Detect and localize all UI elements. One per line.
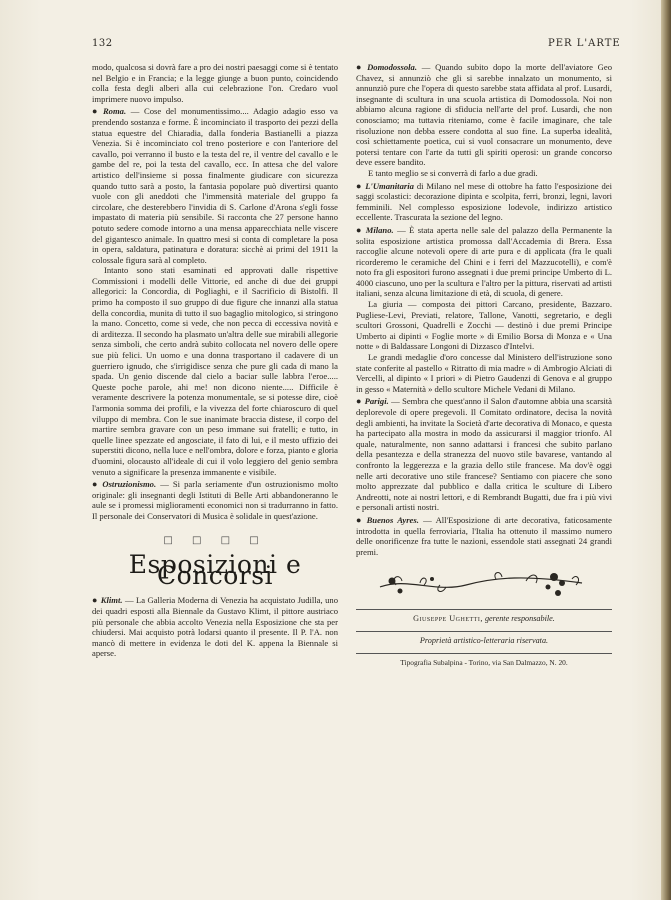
section-heading: Klimt. xyxy=(100,595,123,606)
section-text: — Si parla seriamente d'un ostruzionismo molto originale: gli insegnanti degli Istituti di Belle Arti abbandoneranno le aule se i promessi miglioramenti economici non si tradurranno in fatto. Il personale dei Conservatori di Musica è solidale in quest'azione. xyxy=(92,479,338,521)
paragraph-giuria: La giuria — composta dei pittori Carcano, presidente, Bazzaro. Pugliese-Levi, Previati, relatore, Tallone, Vanotti, segretario, e degli scultori Grossoni, Quadrelli e Zocchi — destinò i due premi Principe Umberto ai dipinti « Foglie morte » di Emilio Borsa di Monza e « Una notte » di Baldassare Longoni di Dizzasco d'Intelvi. xyxy=(356,299,612,352)
section-text: — Sembra che quest'anno il Salon d'automne abbia una scarsità deplorevole di opere pregevoli. Il Comitato ordinatore, decisa la novità degli ambienti, ha invitate la Società d'arte decorativa di Monaco, e questa ha partecipato alla mostra in modo da assicurarsi il maggior trionfo. Al quale, naturalmente, non sanno adattarsi i francesi che subito parlano della pesantezza e della stranezza del nuovo stile bavarese, vantando al confronto la leggerezza e la grazia dello stile francese. Ma dov'è oggi nelle arti decorative uno stile francese? Sentiamo con piacere che sono molto apprezzate dal pubblico e dalla critica le sculture di Libero Andreotti, note ai nostri lettori, e di Rembrandt Bugatti, due fra i più vivi e personali artisti nostri. xyxy=(356,396,613,513)
section-text: — All'Esposizione di arte decorativa, faticosamente introdotta in quella ferroviaria, l'Italia ha ottenuto il massimo numero delle onorificenze fra tutte le nazioni, essendole stati assegnati 24 grandi premi. xyxy=(356,514,612,557)
page-edge-shadow xyxy=(661,0,671,900)
section-text: — Quando subito dopo la morte dell'aviatore Geo Chavez, si annunziò che gli si sarebbe innalzato un monumento, si annunziò pure che l'opera di questo sarebbe stata affidata al prof. Lusardi, insegnante di scultura in una scuola artistica di Domodossola. Noi non abbiamo alcuna ragione di sfiducia nell'arte del prof. Lusardi, che non conosciamo; ma tuttavia riteniamo, come è facile imaginare, che tale risoluzione non debba essere condotta al suo fine. La superba idealità, così schiettamente poetica, cui si vuol consacrare un monumento, deve potersi tentare con l'arte da tutti gli spiriti operosi: un grande concorso deve essere bandito. xyxy=(356,62,613,168)
footer-printer: Tipografia Subalpina - Torino, via San Dalmazzo, N. 20. xyxy=(400,657,568,667)
section-buenos-ayres xyxy=(356,515,612,557)
editor-name: Giuseppe Ughetti, xyxy=(413,614,483,624)
section-heading: Roma. xyxy=(102,106,127,117)
section-text: di Milano nel mese di ottobre ha fatto l'esposizione dei saggi scolastici: decorazione dipinta e scolpita, ferri, bronzi, legni, lavori femminili. Nel complesso esposizione lodevole, indirizzo artistico eccellente. Trascurata la sezione del legno. xyxy=(356,180,612,223)
bullet-icon: ● xyxy=(356,180,363,191)
section-text: — Cose del monumentissimo.... Adagio adagio esso va prendendo sostanza e forme. È incominciato il trasporto dei pezzi della statua equestre del Chiaradia, dalla fonderia Bastianelli a piazza Venezia. Si è incominciato col treno posteriore e con l'anteriore del cavallo, poi verranno il busto e la testa del re, il ventre del cavallo e le gambe del re, poi la testa del cavallo, ecc. In attesa che del valore artistico dell'insieme si possa finalmente giudicare con sicurezza quando tutto sarà a posto, la fantasia popolare può divertirsi quanto vuole con gli aneddoti che l'immensità materiale del gruppo fa circolare, che desterebbero l'invidia di S. Carlone d'Arona s'egli fosse impastato di materia più sensibile. Si racconta che 27 persone hanno potuto sedere comode intorno a una mensa apparecchiata nelle viscere del gigantesco animale. In quattro mesi si conta di completare la posa in opera, saldatura, patinatura e doratura: sicchè ai primi del 1911 la colossale figura sarà al completo. xyxy=(92,106,339,265)
footer-rule xyxy=(356,653,612,654)
section-text: — La Galleria Moderna di Venezia ha acquistato Judilla, uno dei quadri esposti alla Biennale da Gustavo Klimt, il pittore austriaco più personale che abbia accolto Venezia nella Esposizione che sta per chiudersi. Mai acquisto potrà lodarsi quanto il presente. Il P. l'A. non mancò di mettere in evidenza le doti del K. appena la Biennale si aperse. xyxy=(92,595,338,659)
section-heading: Ostruzionismo. xyxy=(102,479,157,490)
section-heading: Parigi. xyxy=(364,396,389,407)
bullet-icon: ● xyxy=(92,479,100,490)
running-title: PER L'ARTE xyxy=(548,38,621,49)
section-heading: Milano. xyxy=(365,224,394,235)
bullet-icon: ● xyxy=(92,595,98,606)
section-title: Esposizioni e Concorsi xyxy=(128,550,302,590)
section-parigi xyxy=(356,396,612,513)
bullet-icon: ● xyxy=(92,106,100,117)
footer-rights: Proprietà artistico-letteraria riservata. xyxy=(419,635,549,645)
footer-rule xyxy=(356,609,612,610)
section-text: — È stata aperta nelle sale del palazzo della Permanente la solita esposizione artistica promossa dall'Accademia di Brera. Essa raccoglie alcune notevoli opere di arte pura e di applicata (fra le quali ricorderemo le ceramiche del Chini e i ferri del Mazzucotelli), e com'è noto fra gli espositori furono assegnati i due premi principe Umberto di L. 4000 ciascuno, uno per la scultura e l'altro per la pittura, riservati ad artisti italiani, senza alcuna limitazione di età, di scuola, di genere. xyxy=(356,224,613,299)
bullet-icon: ● xyxy=(356,224,363,235)
bullet-icon: ● xyxy=(356,62,365,72)
separator-squares: □ □ □ □ xyxy=(163,534,267,546)
section-umanitaria xyxy=(356,181,612,223)
paragraph-medaglie: Le grandi medaglie d'oro concesse dal Ministero dell'istruzione sono state conferite al pastello « Ritratto di mia madre » di Ambrogio Alciati di Vercelli, al dipinto « I priori » di Pietro Gaudenzi di Genova e al gruppo in gesso « Maternità » dello scultore Michele Vedani di Milano. xyxy=(356,352,612,394)
section-domodossola xyxy=(356,62,612,168)
section-milano xyxy=(356,225,612,299)
footer-rule xyxy=(356,631,612,632)
paragraph-intanto: Intanto sono stati esaminati ed approvati dalle rispettive Commissioni i modelli delle Vittorie, ed anche di due dei gruppi allegorici: la Concordia, di Pogliaghi, e il Sacrificio di Bistolfi. Il primo ha composto il suo gruppo di due figure che innanzi alla statua della concordia, munita di tutto il suo bagaglio mitologico, si stringono la mano. Concetto, come si vede, che non pecca di eccessiva novità e di arditezza. Il secondo ha plasmato un'altra delle sue mirabili allegorie senza simboli, che certo andrà subito collocata nel novero delle opere sue più felici. Un uomo e una donna trasportano il cadavere di un guerriero ignudo, che s'irrigidisce senza che pure gli cada di mano la spada. Un genio discende dal cielo a baciar sulle labbra l'eroe..... Queste poche parole, ahi me! non dicono niente..... Difficile è veramente descrivere la potenza monumentale, se si potesse dire, cioè l'armonia somma dei profili, e la vivezza del forte chiaroscuro di quel viluppo di membra. Con le sue inanimate braccia distese, il corpo del martire sembra gravare con un peso immane sui fratelli; e tutto, in quelle linee spezzate ed angosciate, il fato di lui, e il mesto uffizio dei superstiti dicono, nella luce e nell'ombra, dolore e forza, pianto e gloria d'uomini, olocausto all'ideale di cui il volo leggiero del genio sembra venuto a significare la presenza immanente e visibile. xyxy=(92,265,338,477)
paragraph-domo-2: E tanto meglio se si converrà di farlo a due gradi. xyxy=(368,167,538,178)
section-ostruzionismo xyxy=(92,479,338,521)
editor-role: gerente responsabile. xyxy=(484,614,555,624)
section-heading: Buenos Ayres. xyxy=(366,514,419,525)
paragraph-continuation: modo, qualcosa si dovrà fare a pro dei nostri paesaggi come si è tentato nel Belgio e in Francia; e la legge giunge a buon punto, coincidendo colla festa degli alberi alla cui celebrazione l'on. Credaro vuol imprimere nuovo impulso. xyxy=(92,62,338,104)
section-heading: L'Umanitaria xyxy=(365,180,414,191)
section-roma xyxy=(92,106,338,265)
footer-editor xyxy=(356,614,612,625)
left-column xyxy=(92,62,338,659)
section-klimt xyxy=(92,595,338,659)
bullet-icon: ● xyxy=(356,396,362,407)
page-number: 132 xyxy=(92,38,113,49)
section-heading: Domodossola. xyxy=(367,62,417,72)
right-column xyxy=(356,62,612,671)
floral-ornament-icon xyxy=(376,567,586,601)
bullet-icon: ● xyxy=(356,514,364,525)
